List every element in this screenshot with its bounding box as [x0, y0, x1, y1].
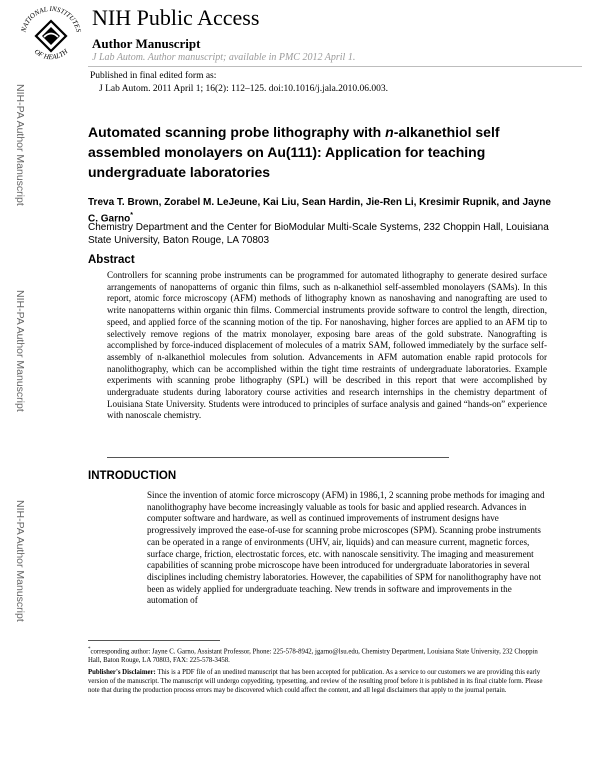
side-label-top: NIH-PA Author Manuscript — [14, 84, 26, 206]
title-italic-n: n — [385, 124, 394, 140]
introduction-text: Since the invention of atomic force microscopy (AFM) in 1986,1, 2 scanning probe methods for imaging and nanolithography have become increasingly valuable as tools for basic and applied research. Advances in computer software and hardware, as well as continued improvements of instrument designs have progressively improved the ease-of-use for scanning probe microscopes (SPM). Scanning probe instruments can be operated in a range of environments (UHV, air, liquids) and can measure current, magnetic forces, surface charge, friction, electrostatic forces, etc. with nanoscale sensitivity. The imaging and measurement capabilities of scanning probe microscope have been introduced for undergraduate laboratories in several disciplines including chemistry laboratories. However, the capabilities of SPM for nanolithography have not been as widely applied for undergraduate teaching. New trends in software and improvements in the automation of — [147, 490, 545, 606]
citation-line: J Lab Autom. 2011 April 1; 16(2): 112–125. doi:10.1016/j.jala.2010.06.003. — [99, 84, 389, 94]
logo-text-top: NATIONAL INSTITUTES — [19, 4, 83, 33]
brand-title: NIH Public Access — [92, 5, 260, 30]
corresponding-mark: * — [130, 212, 133, 219]
introduction-heading: INTRODUCTION — [88, 470, 177, 482]
abstract-divider — [107, 457, 449, 458]
affiliation: Chemistry Department and the Center for BioModular Multi-Scale Systems, 232 Choppin Hall, Louisiana State University, Baton Rouge, LA 70803 — [88, 222, 549, 246]
header-divider — [88, 66, 582, 67]
title-part-1: Automated scanning probe lithography with — [88, 124, 386, 140]
footnote-mark: * — [88, 647, 91, 652]
abstract-heading: Abstract — [88, 254, 135, 266]
published-line: Published in final edited form as: — [90, 71, 217, 81]
authors-text: Treva T. Brown, Zorabel M. LeJeune, Kai Liu, Sean Hardin, Jie-Ren Li, Kresimir Rupnik, and Jayne C. Garno — [88, 197, 551, 225]
side-label-bottom: NIH-PA Author Manuscript — [14, 500, 26, 622]
disclaimer-label: Publisher's Disclaimer: — [88, 669, 156, 676]
nih-seal-icon — [16, 4, 86, 64]
footnote-text: corresponding author: Jayne C. Garno, Assistant Professor, Phone: 225-578-8942, jgarno@lsu.edu, Chemistry Department, Louisiana State University, 232 Choppin Hall, Baton Rouge, LA 70803, FAX: 225-578-3458. — [88, 648, 538, 665]
nih-logo — [16, 4, 86, 64]
footnote-divider — [88, 640, 220, 641]
logo-text-bottom: OF HEALTH — [32, 47, 70, 62]
corresponding-author-footnote — [88, 645, 550, 665]
disclaimer-text: This is a PDF file of an unedited manuscript that has been accepted for publication. As a service to our customers we are providing this early version of the manuscript. The manuscript will undergo copyediting, typesetting, and review of the resulting proof before it is published in its final citable form. Please note that during the production process errors may be discovered which could affect the content, and all legal disclaimers that apply to the journal pertain. — [88, 669, 543, 694]
brand-subtitle: Author Manuscript — [92, 36, 201, 51]
journal-availability: J Lab Autom. Author manuscript; available in PMC 2012 April 1. — [92, 52, 356, 63]
article-title — [88, 122, 558, 182]
abstract-text: Controllers for scanning probe instruments can be programmed for automated lithography to generate desired surface arrangements of nanopatterns of organic thin films, such as n-alkanethiol self-assembled monolayers (SAMs). In this report, atomic force microscopy (AFM) methods of lithography known as nanoshaving and nanografting are used to write nanopatterns within organic thin films. Commercial instruments provide software to control the length, direction, speed, and applied force of the scanning motion of the tip. For nanoshaving, higher forces are applied to an AFM tip to selectively remove regions of the matrix monolayer, exposing bare areas of the gold substrate. Nanografting is accomplished by force-induced displacement of molecules of a matrix SAM, followed immediately by the surface self-assembly of n-alkanethiol molecules from solution. Advancements in AFM automation enable rapid protocols for nanolithography, which can be accomplished within the tight time restraints of undergraduate laboratories. Example experiments with scanning probe lithography (SPL) will be described in this report that were accomplished by undergraduate students during laboratory course activities and research internships in the chemistry department of Louisiana State University. Students were introduced to principles of surface analysis and gained “hands-on” experience with nanoscale chemistry. — [107, 270, 547, 421]
title-part-2: -alkanethiol self assembled monolayers on Au(111): Application for teaching undergraduate laboratories — [88, 124, 500, 180]
publisher-disclaimer — [88, 668, 550, 695]
side-label-middle: NIH-PA Author Manuscript — [14, 290, 26, 412]
